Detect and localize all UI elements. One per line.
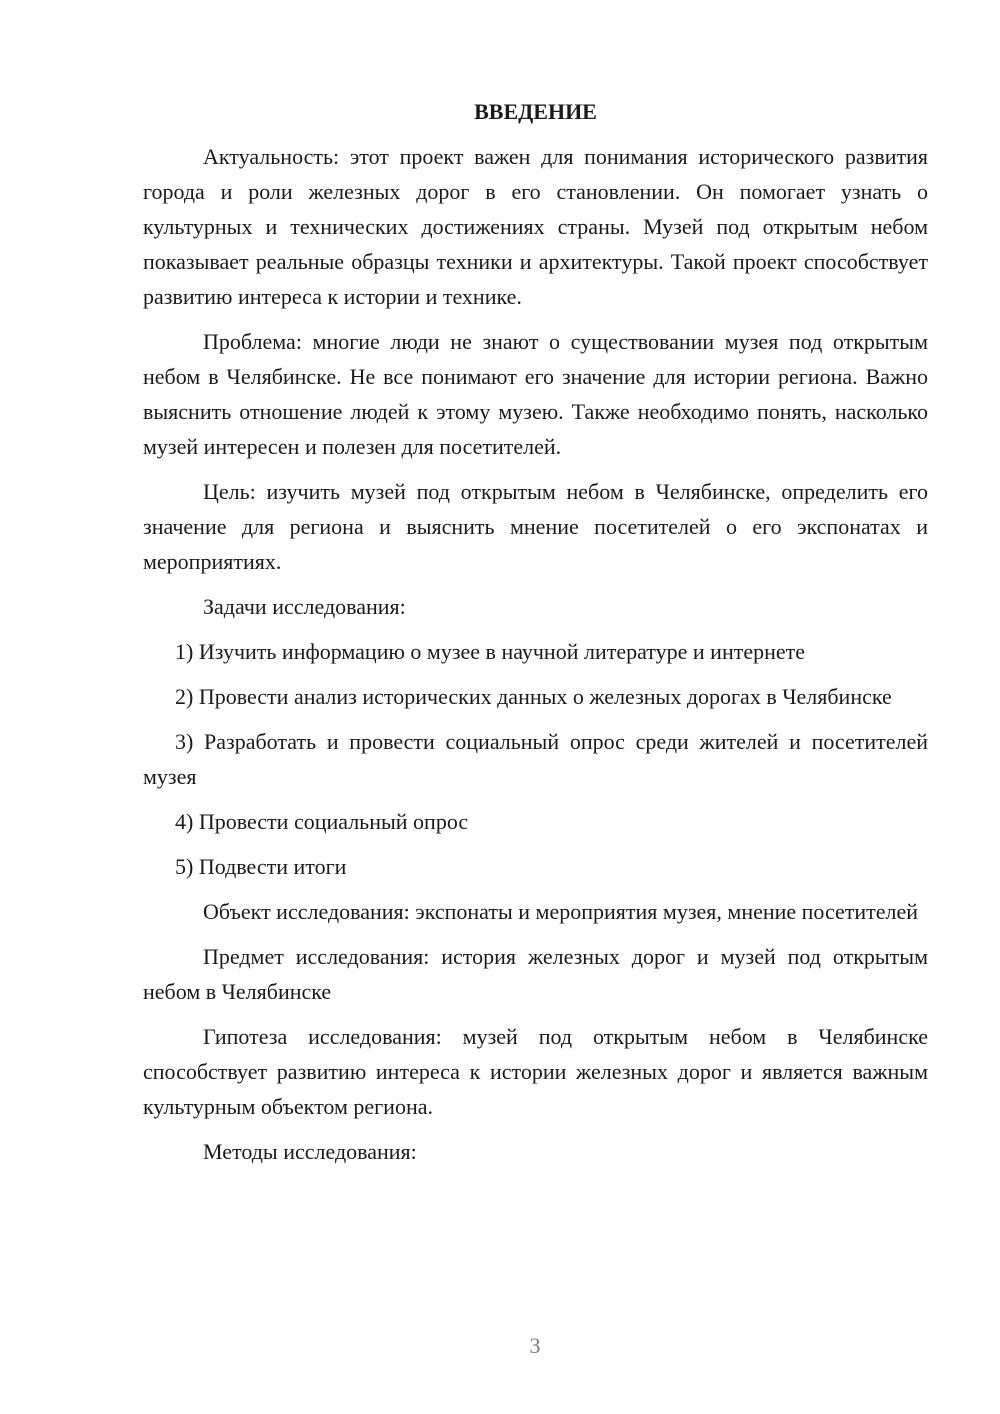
paragraph-methods: Методы исследования: [203,1139,417,1164]
task-item-4: 4) Провести социальный опрос [175,809,469,834]
paragraph-tasks-title: Задачи исследования: [203,594,406,619]
paragraph-hypothesis: Гипотеза исследования: музей под открытым небом в Челябинске способствует развитию интереса к истории железных дорог и является важным культурным объектом региона. [143,1024,928,1119]
section-heading: ВВЕДЕНИЕ [474,99,597,124]
paragraph-goal: Цель: изучить музей под открытым небом в Челябинске, определить его значение для региона и выяснить мнение посетителей о его экспонатах и мероприятиях. [143,479,928,574]
paragraph-object: Объект исследования: экспонаты и мероприятия музея, мнение посетителей [203,899,919,924]
task-item-5: 5) Подвести итоги [175,854,347,879]
paragraph-subject: Предмет исследования: история железных дорог и музей под открытым небом в Челябинске [143,944,928,1004]
paragraph-problem: Проблема: многие люди не знают о существовании музея под открытым небом в Челябинске. Не все понимают его значение для истории региона. Важно выяснить отношение людей к этому музею. Также необходимо понять, насколько музей интересен и полезен для посетителей. [143,329,928,459]
document-page [143,94,928,1179]
task-item-2: 2) Провести анализ исторических данных о железных дорогах в Челябинске [175,684,892,709]
page-number: 3 [529,1333,541,1358]
task-item-1: 1) Изучить информацию о музее в научной литературе и интернете [175,639,806,664]
paragraph-relevance: Актуальность: этот проект важен для понимания исторического развития города и роли железных дорог в его становлении. Он помогает узнать о культурных и технических достижениях страны. Музей под открытым небом показывает реальные образцы техники и архитектуры. Такой проект способствует развитию интереса к истории и технике. [143,144,928,309]
task-item-3: 3) Разработать и провести социальный опрос среди жителей и посетителей музея [143,729,928,789]
